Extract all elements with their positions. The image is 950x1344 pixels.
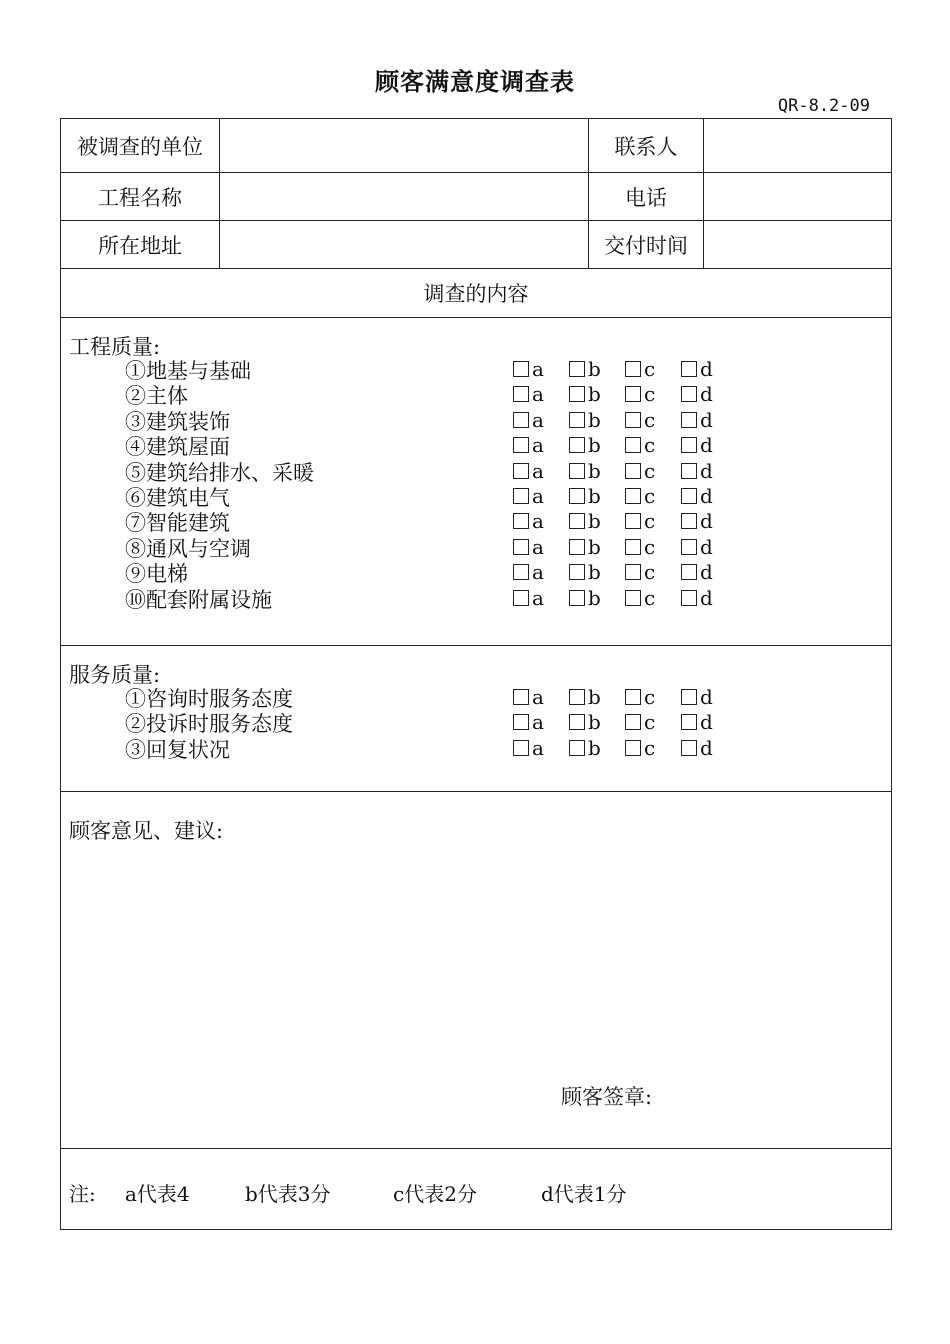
signature-label: 顾客签章:: [561, 1085, 653, 1109]
rating-option-label: c: [644, 433, 656, 458]
checkbox[interactable]: [681, 386, 697, 402]
phone-label: 电话: [589, 173, 704, 221]
rating-option-label: c: [644, 382, 656, 407]
rating-option-d[interactable]: [681, 736, 737, 760]
survey-item-label: ②投诉时服务态度: [125, 712, 293, 737]
rating-option-b[interactable]: [569, 484, 625, 508]
project-field[interactable]: [220, 173, 589, 221]
rating-option-d[interactable]: [681, 560, 737, 584]
rating-options: [513, 586, 737, 610]
survey-item-label: ⑦智能建筑: [125, 511, 230, 536]
rating-option-label: b: [588, 509, 601, 534]
rating-option-d[interactable]: [681, 357, 737, 381]
rating-option-label: d: [700, 382, 713, 407]
checkbox[interactable]: [625, 463, 641, 479]
rating-option-label: b: [588, 685, 601, 709]
rating-option-label: b: [588, 710, 601, 735]
checkbox[interactable]: [681, 513, 697, 529]
rating-option-label: c: [644, 458, 656, 483]
service-section: [60, 645, 892, 792]
rating-option-b[interactable]: [569, 685, 625, 709]
checkbox[interactable]: [513, 437, 529, 453]
survey-item-row: [125, 533, 805, 561]
survey-item-row: [125, 380, 805, 409]
checkbox[interactable]: [569, 714, 585, 730]
rating-option-label: a: [532, 685, 544, 709]
checkbox[interactable]: [569, 564, 585, 580]
rating-option-label: a: [532, 484, 544, 508]
checkbox[interactable]: [513, 590, 529, 606]
rating-option-a[interactable]: [513, 509, 569, 533]
survey-item-label: ④建筑屋面: [125, 435, 230, 460]
info-table: [60, 118, 892, 318]
checkbox[interactable]: [569, 539, 585, 555]
survey-item-label: ⑨电梯: [125, 562, 188, 587]
checkbox[interactable]: [681, 590, 697, 606]
rating-option-a[interactable]: [513, 535, 569, 559]
rating-option-b[interactable]: [569, 459, 625, 483]
rating-options: [513, 408, 737, 432]
rating-option-d[interactable]: [681, 484, 737, 508]
rating-option-label: b: [588, 560, 601, 585]
rating-option-label: c: [644, 685, 656, 709]
rating-option-label: c: [644, 407, 656, 432]
address-label: 所在地址: [61, 221, 220, 269]
checkbox[interactable]: [681, 412, 697, 428]
feedback-text-area[interactable]: [69, 851, 879, 1071]
rating-option-a[interactable]: [513, 382, 569, 406]
checkbox[interactable]: [513, 361, 529, 377]
checkbox[interactable]: [681, 437, 697, 453]
rating-option-label: d: [700, 735, 713, 760]
survey-item-row: [125, 708, 805, 737]
rating-option-b[interactable]: [569, 408, 625, 432]
rating-option-c[interactable]: [625, 710, 681, 734]
rating-option-b[interactable]: [569, 560, 625, 584]
rating-option-d[interactable]: [681, 710, 737, 734]
rating-option-d[interactable]: [681, 408, 737, 432]
delivery-label: 交付时间: [589, 221, 704, 269]
survey-item-row: [125, 406, 805, 434]
checkbox[interactable]: [681, 714, 697, 730]
checkbox[interactable]: [513, 714, 529, 730]
rating-option-c[interactable]: [625, 586, 681, 610]
rating-option-c[interactable]: [625, 560, 681, 584]
rating-option-b[interactable]: [569, 736, 625, 760]
rating-option-label: c: [644, 710, 656, 735]
checkbox[interactable]: [681, 689, 697, 705]
rating-option-label: d: [700, 585, 713, 610]
rating-option-label: a: [532, 534, 544, 559]
rating-option-label: d: [700, 458, 713, 483]
rating-option-label: a: [532, 433, 544, 458]
checkbox[interactable]: [569, 590, 585, 606]
rating-option-d[interactable]: [681, 382, 737, 406]
rating-option-label: c: [644, 560, 656, 585]
rating-option-label: b: [588, 458, 601, 483]
checkbox[interactable]: [625, 361, 641, 377]
survey-item-label: ⑩配套附属设施: [125, 587, 272, 612]
rating-option-label: c: [644, 585, 656, 610]
survey-item-row: [125, 482, 805, 510]
note-a: a代表4: [125, 1182, 190, 1206]
rating-option-label: d: [700, 685, 713, 709]
project-label: 工程名称: [61, 173, 220, 221]
rating-options: [513, 509, 737, 533]
checkbox[interactable]: [513, 463, 529, 479]
rating-options: [513, 357, 737, 381]
rating-option-label: c: [644, 509, 656, 534]
rating-option-d[interactable]: [681, 459, 737, 483]
rating-options: [513, 382, 737, 406]
delivery-field[interactable]: [704, 221, 892, 269]
survey-item-label: ②主体: [125, 384, 188, 409]
note-d: d代表1分: [541, 1182, 627, 1206]
content-heading: 调查的内容: [61, 269, 892, 318]
checkbox[interactable]: [625, 437, 641, 453]
rating-option-b[interactable]: [569, 357, 625, 381]
rating-option-a[interactable]: [513, 357, 569, 381]
quality-title: 工程质量:: [69, 335, 161, 359]
survey-item-row: [125, 683, 805, 711]
form-code: QR-8.2-09: [777, 96, 870, 116]
rating-option-label: d: [700, 509, 713, 534]
checkbox[interactable]: [569, 386, 585, 402]
rating-options: [513, 710, 737, 734]
checkbox[interactable]: [625, 590, 641, 606]
note-prefix: 注:: [69, 1182, 96, 1206]
rating-options: [513, 736, 737, 760]
checkbox[interactable]: [681, 463, 697, 479]
rating-option-label: c: [644, 534, 656, 559]
checkbox[interactable]: [625, 412, 641, 428]
note-c: c代表2分: [393, 1182, 477, 1206]
rating-option-label: c: [644, 357, 656, 381]
survey-item-label: ①咨询时服务态度: [125, 687, 293, 711]
checkbox[interactable]: [625, 513, 641, 529]
survey-item-row: [125, 431, 805, 460]
checkbox[interactable]: [625, 689, 641, 705]
checkbox[interactable]: [625, 386, 641, 402]
checkbox[interactable]: [569, 463, 585, 479]
checkbox[interactable]: [513, 488, 529, 504]
address-field[interactable]: [220, 221, 589, 269]
checkbox[interactable]: [569, 513, 585, 529]
rating-option-b[interactable]: [569, 509, 625, 533]
checkbox[interactable]: [569, 689, 585, 705]
checkbox[interactable]: [569, 437, 585, 453]
rating-option-b[interactable]: [569, 433, 625, 457]
rating-option-c[interactable]: [625, 736, 681, 760]
survey-item-label: ①地基与基础: [125, 359, 251, 383]
survey-item-row: [125, 355, 805, 383]
rating-option-label: a: [532, 735, 544, 760]
survey-item-row: [125, 734, 805, 762]
rating-option-label: b: [588, 735, 601, 760]
rating-option-c[interactable]: [625, 685, 681, 709]
rating-option-label: d: [700, 407, 713, 432]
rating-option-a[interactable]: [513, 586, 569, 610]
rating-option-a[interactable]: [513, 736, 569, 760]
rating-option-b[interactable]: [569, 382, 625, 406]
rating-option-label: b: [588, 534, 601, 559]
checkbox[interactable]: [569, 488, 585, 504]
checkbox[interactable]: [681, 564, 697, 580]
checkbox[interactable]: [513, 689, 529, 705]
checkbox[interactable]: [513, 412, 529, 428]
survey-item-label: ③建筑装饰: [125, 409, 230, 434]
rating-option-c[interactable]: [625, 357, 681, 381]
checkbox[interactable]: [625, 564, 641, 580]
checkbox[interactable]: [569, 361, 585, 377]
rating-option-d[interactable]: [681, 535, 737, 559]
survey-item-label: ⑥建筑电气: [125, 486, 230, 510]
rating-option-c[interactable]: [625, 382, 681, 406]
form-title: 顾客满意度调查表: [375, 67, 575, 96]
checkbox[interactable]: [513, 740, 529, 756]
survey-item-row: [125, 584, 805, 612]
rating-option-label: a: [532, 458, 544, 483]
rating-option-a[interactable]: [513, 459, 569, 483]
rating-option-label: a: [532, 382, 544, 407]
rating-options: [513, 560, 737, 584]
rating-options: [513, 433, 737, 457]
service-title: 服务质量:: [69, 663, 161, 687]
phone-field[interactable]: [704, 173, 892, 221]
rating-option-label: d: [700, 560, 713, 585]
rating-option-a[interactable]: [513, 710, 569, 734]
rating-option-label: b: [588, 484, 601, 508]
rating-option-label: d: [700, 357, 713, 381]
rating-option-label: c: [644, 484, 656, 508]
unit-label: 被调查的单位: [61, 119, 220, 173]
rating-option-d[interactable]: [681, 685, 737, 709]
checkbox[interactable]: [513, 564, 529, 580]
contact-field[interactable]: [704, 119, 892, 173]
rating-option-d[interactable]: [681, 509, 737, 533]
rating-option-label: b: [588, 585, 601, 610]
checkbox[interactable]: [625, 740, 641, 756]
rating-option-label: c: [644, 735, 656, 760]
rating-option-c[interactable]: [625, 408, 681, 432]
rating-option-c[interactable]: [625, 459, 681, 483]
rating-option-label: a: [532, 407, 544, 432]
rating-option-b[interactable]: [569, 535, 625, 559]
rating-option-label: b: [588, 433, 601, 458]
scoring-note: [69, 1178, 627, 1207]
rating-option-label: a: [532, 357, 544, 381]
checkbox[interactable]: [681, 539, 697, 555]
rating-option-label: d: [700, 484, 713, 508]
survey-item-row: [125, 457, 805, 485]
rating-option-label: a: [532, 710, 544, 735]
rating-options: [513, 459, 737, 483]
checkbox[interactable]: [513, 513, 529, 529]
rating-option-label: d: [700, 534, 713, 559]
unit-field[interactable]: [220, 119, 589, 173]
rating-option-a[interactable]: [513, 685, 569, 709]
feedback-section: [60, 791, 892, 1149]
rating-option-label: d: [700, 433, 713, 458]
rating-option-label: b: [588, 382, 601, 407]
survey-item-row: [125, 507, 805, 536]
rating-option-d[interactable]: [681, 586, 737, 610]
note-b: b代表3分: [245, 1182, 331, 1206]
rating-option-d[interactable]: [681, 433, 737, 457]
checkbox[interactable]: [625, 714, 641, 730]
checkbox[interactable]: [569, 740, 585, 756]
checkbox[interactable]: [681, 740, 697, 756]
rating-option-label: a: [532, 560, 544, 585]
checkbox[interactable]: [681, 361, 697, 377]
checkbox[interactable]: [569, 412, 585, 428]
rating-options: [513, 484, 737, 508]
rating-options: [513, 685, 737, 709]
rating-option-label: b: [588, 407, 601, 432]
rating-option-label: d: [700, 710, 713, 735]
contact-label: 联系人: [589, 119, 704, 173]
rating-option-a[interactable]: [513, 560, 569, 584]
survey-item-row: [125, 558, 805, 587]
rating-option-label: a: [532, 585, 544, 610]
rating-option-label: a: [532, 509, 544, 534]
survey-item-label: ⑤建筑给排水、采暖: [125, 460, 314, 485]
survey-item-label: ③回复状况: [125, 737, 230, 762]
rating-option-c[interactable]: [625, 484, 681, 508]
rating-option-label: b: [588, 357, 601, 381]
rating-option-a[interactable]: [513, 433, 569, 457]
checkbox[interactable]: [625, 488, 641, 504]
checkbox[interactable]: [625, 539, 641, 555]
rating-option-b[interactable]: [569, 586, 625, 610]
rating-option-a[interactable]: [513, 484, 569, 508]
rating-option-a[interactable]: [513, 408, 569, 432]
survey-item-label: ⑧通风与空调: [125, 536, 251, 561]
checkbox[interactable]: [513, 386, 529, 402]
feedback-title: 顾客意见、建议:: [69, 819, 224, 843]
rating-option-c[interactable]: [625, 509, 681, 533]
rating-option-b[interactable]: [569, 710, 625, 734]
checkbox[interactable]: [681, 488, 697, 504]
rating-option-c[interactable]: [625, 535, 681, 559]
note-section: [60, 1148, 892, 1230]
quality-section: [60, 317, 892, 646]
rating-options: [513, 535, 737, 559]
rating-option-c[interactable]: [625, 433, 681, 457]
checkbox[interactable]: [513, 539, 529, 555]
